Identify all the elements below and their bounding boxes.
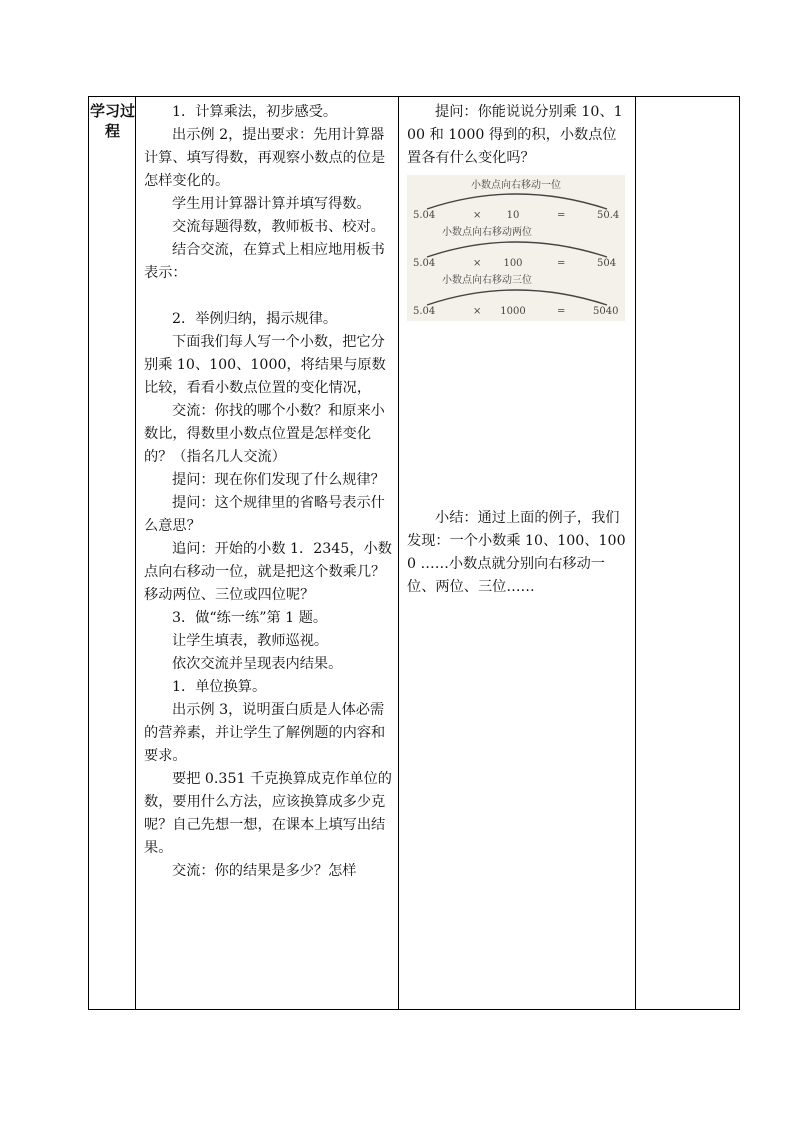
main-content bbox=[136, 97, 398, 1009]
paragraph: 要把 0.351 千克换算成克作单位的数，要用什么方法，应该换算成多少克呢？自己先想一想，在课本上填写出结果。 bbox=[144, 771, 392, 856]
operand: 5.04 bbox=[413, 306, 436, 317]
paragraph: 交流：你找的哪个小数？和原来小数比，得数里小数点位置是怎样变化的？（指名几人交流） bbox=[144, 403, 385, 465]
arc-arrow bbox=[427, 194, 607, 209]
result: 504 bbox=[597, 258, 617, 269]
equals: = bbox=[557, 210, 566, 221]
result: 50.4 bbox=[597, 210, 620, 221]
multiplier: 100 bbox=[503, 258, 523, 269]
paragraph: 出示例 3，说明蛋白质是人体必需的营养素，并让学生了解例题的内容和要求。 bbox=[144, 702, 386, 764]
operator: × bbox=[473, 306, 482, 317]
operand: 5.04 bbox=[413, 258, 436, 269]
paragraph: 结合交流，在算式上相应地用板书表示： bbox=[144, 242, 385, 281]
paragraph: 出示例 2，提出要求：先用计算器计算、填写得数，再观察小数点的位是怎样变化的。 bbox=[144, 127, 386, 189]
equals: = bbox=[557, 306, 566, 317]
decimal-shift-figure bbox=[407, 175, 625, 321]
paragraph: 让学生填表，教师巡视。 bbox=[172, 633, 329, 649]
blank-line bbox=[144, 285, 392, 308]
operator: × bbox=[473, 258, 482, 269]
figure-caption: 小数点向右移动两位 bbox=[442, 227, 532, 238]
figure-caption: 小数点向右移动一位 bbox=[471, 180, 561, 191]
figure-svg bbox=[407, 175, 625, 321]
paragraph: 依次交流并呈现表内结果。 bbox=[172, 656, 343, 672]
question-text: 提问：你能说说分别乘 10、100 和 1000 得到的积，小数点位置各有什么变化吗？ bbox=[407, 104, 623, 166]
summary-text: 小结：通过上面的例子，我们发现：一个小数乘 10、100、1000 ……小数点就分别向右移动一位、两位、三位…… bbox=[407, 510, 626, 595]
paragraph: 1．计算乘法，初步感受。 bbox=[172, 104, 338, 120]
side-content bbox=[399, 97, 635, 1009]
paragraph: 追问：开始的小数 1．2345，小数点向右移动一位，就是把这个数乘几？移动两位、三位或四位呢？ bbox=[144, 541, 392, 603]
operand: 5.04 bbox=[413, 210, 436, 221]
paragraph: 2．举例归纳，揭示规律。 bbox=[172, 311, 338, 327]
paragraph: 下面我们每人写一个小数，把它分别乘 10、100、1000，将结果与原数比较，看看小数点位置的变化情况， bbox=[144, 334, 386, 396]
paragraph: 交流：你的结果是多少？怎样 bbox=[172, 863, 357, 879]
empty-column bbox=[636, 97, 739, 1009]
result: 5040 bbox=[593, 306, 619, 317]
lesson-table bbox=[88, 96, 740, 1010]
arc-arrow bbox=[427, 290, 607, 305]
paragraph: 交流每题得数，教师板书、校对。 bbox=[172, 219, 385, 235]
multiplier: 10 bbox=[506, 210, 520, 221]
row-label: 学习过程 bbox=[89, 102, 135, 140]
paragraph: 3．做“练一练”第 1 题。 bbox=[172, 610, 328, 626]
figure-caption: 小数点向右移动三位 bbox=[442, 275, 532, 286]
equals: = bbox=[557, 258, 566, 269]
operator: × bbox=[473, 210, 482, 221]
paragraph: 1．单位换算。 bbox=[172, 679, 267, 695]
paragraph: 提问：这个规律里的省略号表示什么意思？ bbox=[144, 495, 385, 534]
arc-arrow bbox=[427, 242, 607, 257]
multiplier: 1000 bbox=[500, 306, 526, 317]
paragraph: 学生用计算器计算并填写得数。 bbox=[172, 196, 371, 212]
paragraph: 提问：现在你们发现了什么规律？ bbox=[172, 472, 385, 488]
